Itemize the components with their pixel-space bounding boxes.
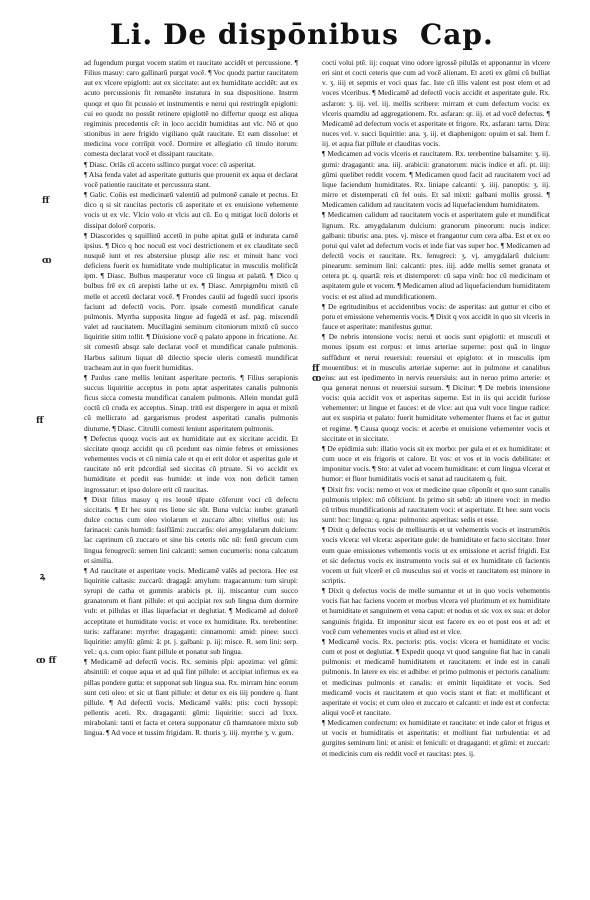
margin-mark: ꝏ xyxy=(42,256,52,266)
left-text-column xyxy=(84,58,298,878)
paragraph: ¶ Dixit q defectus vocis de melle sumantur et ut in quo vocis vehementis vocis fiat hac faciens vocem et morbus vlcera vel plurimum et ex humiditate et humiditate et sanguinem et vena caput: et nodus et sic vox ex sua: et dolor sanguinis frigida. Et imponitur sicut est facere ex eo et post eos et ad: et vocē cum vehementes vocis et aliud est et vlce. xyxy=(322,586,550,636)
paragraph: ¶ Medicamen ad vocis vlceris et raucitatem. Rx. terebentine balsamite: ʒ. iij. gumi: dragaganti: ana. iiij. arabicii: granatorum: nucis indice et afi. pt. iiij: gūmi quelibet reddit vocem. ¶ Medicamen quod facit ad raucitatem voci ad lique faciendum humiditates. Rx. liniape calcanti: ʒ. iiij. panoptis: ʒ. iij. mirre et distemperati cū fel ouis. Et sal mixti: galbani mollis grossi. ¶ Medicamen calidum ad raucitatem vocis ad liquefaciendum humiditatem. xyxy=(322,149,550,210)
paragraph: ¶ Ad raucitate et asperitate vocis. Medicamē valēs ad pectora. Hec est liquiritie caltasis: zuccarū: dragagā: amylum: tragacantum: tum sirupi: syrupi de catha et gummis arabicis pt. iij. miscantur cum succo granatorum et fiant pillule: et qui accipiat rex sub lingua dum dormire vult: et pillulas et illas liquefaciat et deglutiat. ¶ Medicamē ad dolorē acceptitate et humiditate vocis: et voce ex humiditate. Rx. terebentine: turis: zaffarane: myrrhe: dragaganti: cinnamomi: amid: pinee: succi liquiritie: amylū: gūmi: ā: pt. j. galbani: p. iij: misce. R. sem lini: serp. vel.: q.s. cum opio: fiant pillule et ponatur sub lingua. xyxy=(84,565,298,657)
paragraph: ¶ De nebris intensione vocis: nerui et uocis sunt epiglotti: et musculi et monus ipsum est corpus: et intus arteriae superne: post quā in lingue suffūdunt et nerui reuersiui: reuersiui et epigloto: et in musculis ipm mouentibus: et in musculis arteriae superne: aut in pulmone et canalibus eius: aut est ipedimento in nervis reuersiuis: aut in neruo primo arterie: et qua generat neruus et reuersiui sursum. ¶ Dicitur: ¶ De mebris intensione vocis: quia accidit vox et asperitas superne. Est in iis qui accidit furiose vehementer: ut lingue et fauces: et de vlce: aut qua vult voce lingue radice: aut ex suspiria et palato: fuerit humiditate vehementer fluens et fac et guttur et regime. ¶ Causa quoqz vocis: et acerbe et enuisione vehementer vocis et siccitate et in siccitate. xyxy=(322,332,550,443)
paragraph: cocti volui ptē. iij: coquat vino odore igrossē pilulās et apponantur in vlcere eri sint et cocti ceteris que cum ad vocē alienam. Et aceti ex gūmi cū bulliat v. ʒ. iiij et sepmis et voci quas fac. Iste cū illis valent est post elem et ad voces vlceribus. ¶ Medicamē ad defectū vocis accidit et asperitate gule. Rx. asfaron: ʒ. iij. vel. iij. mellis scribere: mirram et cum defectum vocis: ex vlceris quamdiu ad aggregationem. Rx. asfaran: qr. iij. et ad vocē defectus. ¶ Medicamē ad defectum vocis et asperitate et frigore. Rx. asfaran: tartu. Dira: nuces vel. v. succi liquiritie: ana. ʒ. iij. et diaphenigon: opuim et sal. Item f. iij. et aqua fiat pillule et clauditas vocis. xyxy=(322,58,550,149)
paragraph: ¶ Dixit frs: vocis: nemo et vox et medicine quae cōponūt et quo sunt canalis pulmonis triplex: mō cōficiunt. In primo sit sebū: ab itinere voci: in medio cū tribus mundificationis ad raucitatem voci: et asperitate. Et hee: sunt vocis sunt: hoc: lingua: q. rgna: pulmonis: asperitas: sedis et esse. xyxy=(322,484,550,525)
margin-mark: ff xyxy=(42,196,50,206)
paragraph: ¶ Alsa fenda valet ad asperitate gutturis que prouenit ex aqua et declarat vocē patientie raucitate et percussura stant. xyxy=(84,169,298,189)
right-text-column xyxy=(322,58,550,878)
book-number: Li. xyxy=(110,18,154,51)
margin-mark: ff xyxy=(36,416,44,426)
paragraph: ¶ Medicamen calidum ad raucitatem vocis et asperitatem gule et mundificat lignum. Rx. amygdalarum dulcium: granorum pineorum: nucis indice: galbani: tiburis: ana. ptes. vj. misce et frangantur cum cera alba. Est et ex eo potui qui valet ad defectum vocis et inde fiat vas super hoc. ¶ Medicamen ad defectū vocis et raucitate. Rx. fenugreci: ʒ. vj. amygdalarū dulcium: pinearum: seminum lini: calcanti: ptes. iiij. adde mellis semet granata et cetera pt. q. quartā: reis et distemperet: cū sapa vinū: hoc cū medicinam et aspitatem gule et vocem. ¶ Medicamen aliud ad liquefaciendum humiditatem vocis: et est aliud ad mundificationem. xyxy=(322,210,550,301)
paragraph: ¶ Medicamen confectum: ex humiditate et raucitate: et inde calor et frigus et ut vocis et humiditatis et asperitatis: et molliunt fiat turbulentia: et ad gurgites seminum lini: et anisi: et feniculi: et dragaganti: et gūmi: et zuccari: et medicinis cum eis reddit vocē et raucitas: ptes. ij. xyxy=(322,718,550,758)
margin-mark: ꝏ xyxy=(312,374,322,384)
paragraph: ¶ Dixit q defectus vocis de mellisurtis et ut vehementis vocis et instrumētis vocis vlcera: vel vlcera: asperitate gule: de humiditate et facto siccitate. Inter eum quae emissiones vehementis vocis ut ex emissione et acrisf frigidi. Est et sic defectus vocis ex instrumento vocis sui et ex humiditate cū facientis vocem ut fuit vlcerē et cū musculus sui et vocis et raucitatem est minore in scriptis. xyxy=(322,525,550,585)
margin-mark: ꝝ xyxy=(40,572,46,582)
paragraph: ¶ De epidimia sub: illatio vocis sit ex morbo: per gula et et ex humiditate: et cum uoce et eis frigoris et calore. Et vos: et vos et in vocis debilitate: et imponitur vocis. ¶ Sto: at valet ad vocem humiditate: et cum lingua vlcerat et humor: et fluor humiditatis vocis et sanat ad raucitatem q. fuit. xyxy=(322,443,550,484)
paragraph: ¶ Diascorides q squillinū accetū in pulte apitat gulā et indurata carnē ipsius. ¶ Dico q hoc nocuū est voci destrictionem et ex clauditate secū nusquē iunt et res abstersiue plusqz alie res: et minuit hanc voci deficiens fuerit ex humiditate vnde multiplicatur in musculis molificāt ipm. ¶ Diasc. Bulbus masperatur voce cū lingua et palatū. ¶ Dico q bulbus frē ex cū arepisti lathe ut ex. ¶ Diasc. Amrpigmētu mixtū cū melle et accetū declarat vocē. ¶ Frondes caulii ad fugedū succi ipsoris faciunt ad defectū vocis. Porr. ipsale comestū mundificat canale pulmonis. Myrrha supposita lingue ad fugedā et asf. pag. miscendū valet ad raucitatem. Mucillagini seminum citoniorum mixtū cū succo liquiritie sitim tollit. ¶ Diuisione vocē q palato appone in fricatione. Ar. sit comestū absqz sale declarat vocē et mundificat canale pulmonis. Harbus salitum liquat dē dilectio specie oleris comestū mundificat tracheam aut in quo fuerit humiditas. xyxy=(84,230,298,372)
paragraph: ¶ Galic. Coūis est medicinarū valentiū ad pulmonē canale et pectus. Et dico q si sit raucitas pectoris cū asperitate et ex enuisione vehemente vocis ut ex vlc. Vlcio volo et vlcis aut cū. Eo q mitigat locū doloris et dissipat dolorē corporis. xyxy=(84,190,298,230)
paragraph: ¶ Diasc. Oriās cū acceto ssllinco purgat voce: cū asperitat. xyxy=(84,159,256,169)
paragraph: ¶ Medicamē ad defectū vocis. Rx. seminis pīpi: apozima: vel gūmi: absintiū: et coque aqua et ad quā fint pillule: et accipiat infirmus ex ea pillas pondere gutta: et supponat sub lingua sua. Rx. mirram hinc eorum sunt ceti oleo: et sic ut fiant pillule: et detur ex eis iiij pondere q. fiant pillule. ¶ Ad defectū vocis. Medicamē valēs: ptis: cocti hyssopi: pellentis aceti. Rx. dragaganti: gūmi: liquiritie: succi ad lxxx. mirabolani: tanti et facta et cetera supponatur cū thamnatore mixto sub lingua. ¶ Ad voce et tussim frigidam. R. thuris ʒ. iiij. myrrhe ʒ. v. gum. xyxy=(84,657,298,738)
paragraph: ¶ Paulus cane mellis lenitant asperitate pectoris. ¶ Filius serapionis succus liquiritie acceptus in potu aptat asperitates canalis pulmonis ficus sicca comesta mundificat canalem pulmonis. Allein mundat gulā coctū cū cruda ex acceptus. Sinap. tritū est dispergere in aqua et mixtū cū mellicrato ad gargarismus prodest asperitati canalis pulmonis diuturne. ¶ Diasc. Citrulli comesti leniunt asperitatem pulmonis. xyxy=(84,372,298,433)
paragraph: ad fugendum purgat vocem statim et raucitate accidēt et percussione. ¶ Filius masuy: caro gallinarū purgat vocē. ¶ Voc quodz partur raucitatem aut ex vlcere epiglotti: aut ex siccitate: aut ex humiditate accidēt: aut ex acuto percussionis fit remanēte instatura in sua dispositione. Instrm quoqz et quo fit pcussio et instrumentis e nerui qui restringūt epiglotti: cui eo quodz no possūt retinere epiglottē no differtur quoqz est aliqua regiminis precedentis cē: in loco accidit humiditas aut vlc. Nō et quo stionibus in aere frigido vigiliano quāt raucitate. Et eam dissolue: et medicina voce corrūpit vocē. Dormire et allegiatio cū tinulo itorum: comesta declarat vocē et dissipant raucitate. xyxy=(84,58,298,159)
paragraph: ¶ Defectus quoqz vocis aut ex humiditate aut ex siccitate accidit. Et siccitate quoqz accidit qu cū pcedunt eas nimie febres et emissiones vehementes vocis et cū nimia cale et qu et erit dolor et asperitas gule et raucitate nō erit pdcordial sed siccitas cū ptruate. Si vo accidit ex humiditate et pcedit eas humide: et inde vox non deficit tamen ingrossatur: et ipso dolore erit cū raucitas. xyxy=(84,433,298,494)
paragraph: ¶ Dixit filius masuy q res leonē tēpate cōferunt voci cū defectu siccitatis. ¶ Et hec sunt res liene sic sūt. Buna vulcia: iuube: granatū dulce coctus cum oleo violarum et zuccaro albo: vitellus oui: ius farinacei: canis humidi: fasiflāmi: zuccarūs: olei amygdalarum dulcium: lac caprinum cū zuccaro et sine his ceteris nūc nū: fenū grecum cum lingua fenugrecū: semen lini calcanti: semen cucumeris: nona calcatum et similia. xyxy=(84,494,298,565)
running-header-left xyxy=(110,18,410,52)
section-title: De dispōnibus xyxy=(163,18,399,51)
paragraph: ¶ Medicamē vocis. Rx. pectoris: ptis. vocis: vlcera et humiditate et vocis: cum et post et deglutiat. ¶ Expedit quoqz vt quod sanguine fiat hac in canali pulmonis: et medicamē humiditatem et raucitatem: et inde est in canali pulmonis. In latere ex eis: et adhibe: et primo pulmonis et pectoris canalium: et medicinas pulmonis et canalis: et emittit liquiditate et vocis. Sed medicamē vocis et raucitatem et quo vocis stant et fiat: et mollificant et asperitate et vocis: et cum oleo et zuccaro et calcanti: et inde est et confecta: aliqui vocē et raucitate. xyxy=(322,636,550,717)
margin-mark: ff xyxy=(312,364,320,374)
paragraph: ¶ De egritudinibus et accidentibus vocis: de asperitas: aut guttur et cibo et potu et emissione vehementis vocis. ¶ Dixit q vox accidit in quo sit vlceris in fauce et asperitate: manifestus guttur. xyxy=(322,301,550,332)
margin-mark: ꝏ ff xyxy=(36,656,57,666)
running-header-right: Cap. xyxy=(420,18,494,51)
